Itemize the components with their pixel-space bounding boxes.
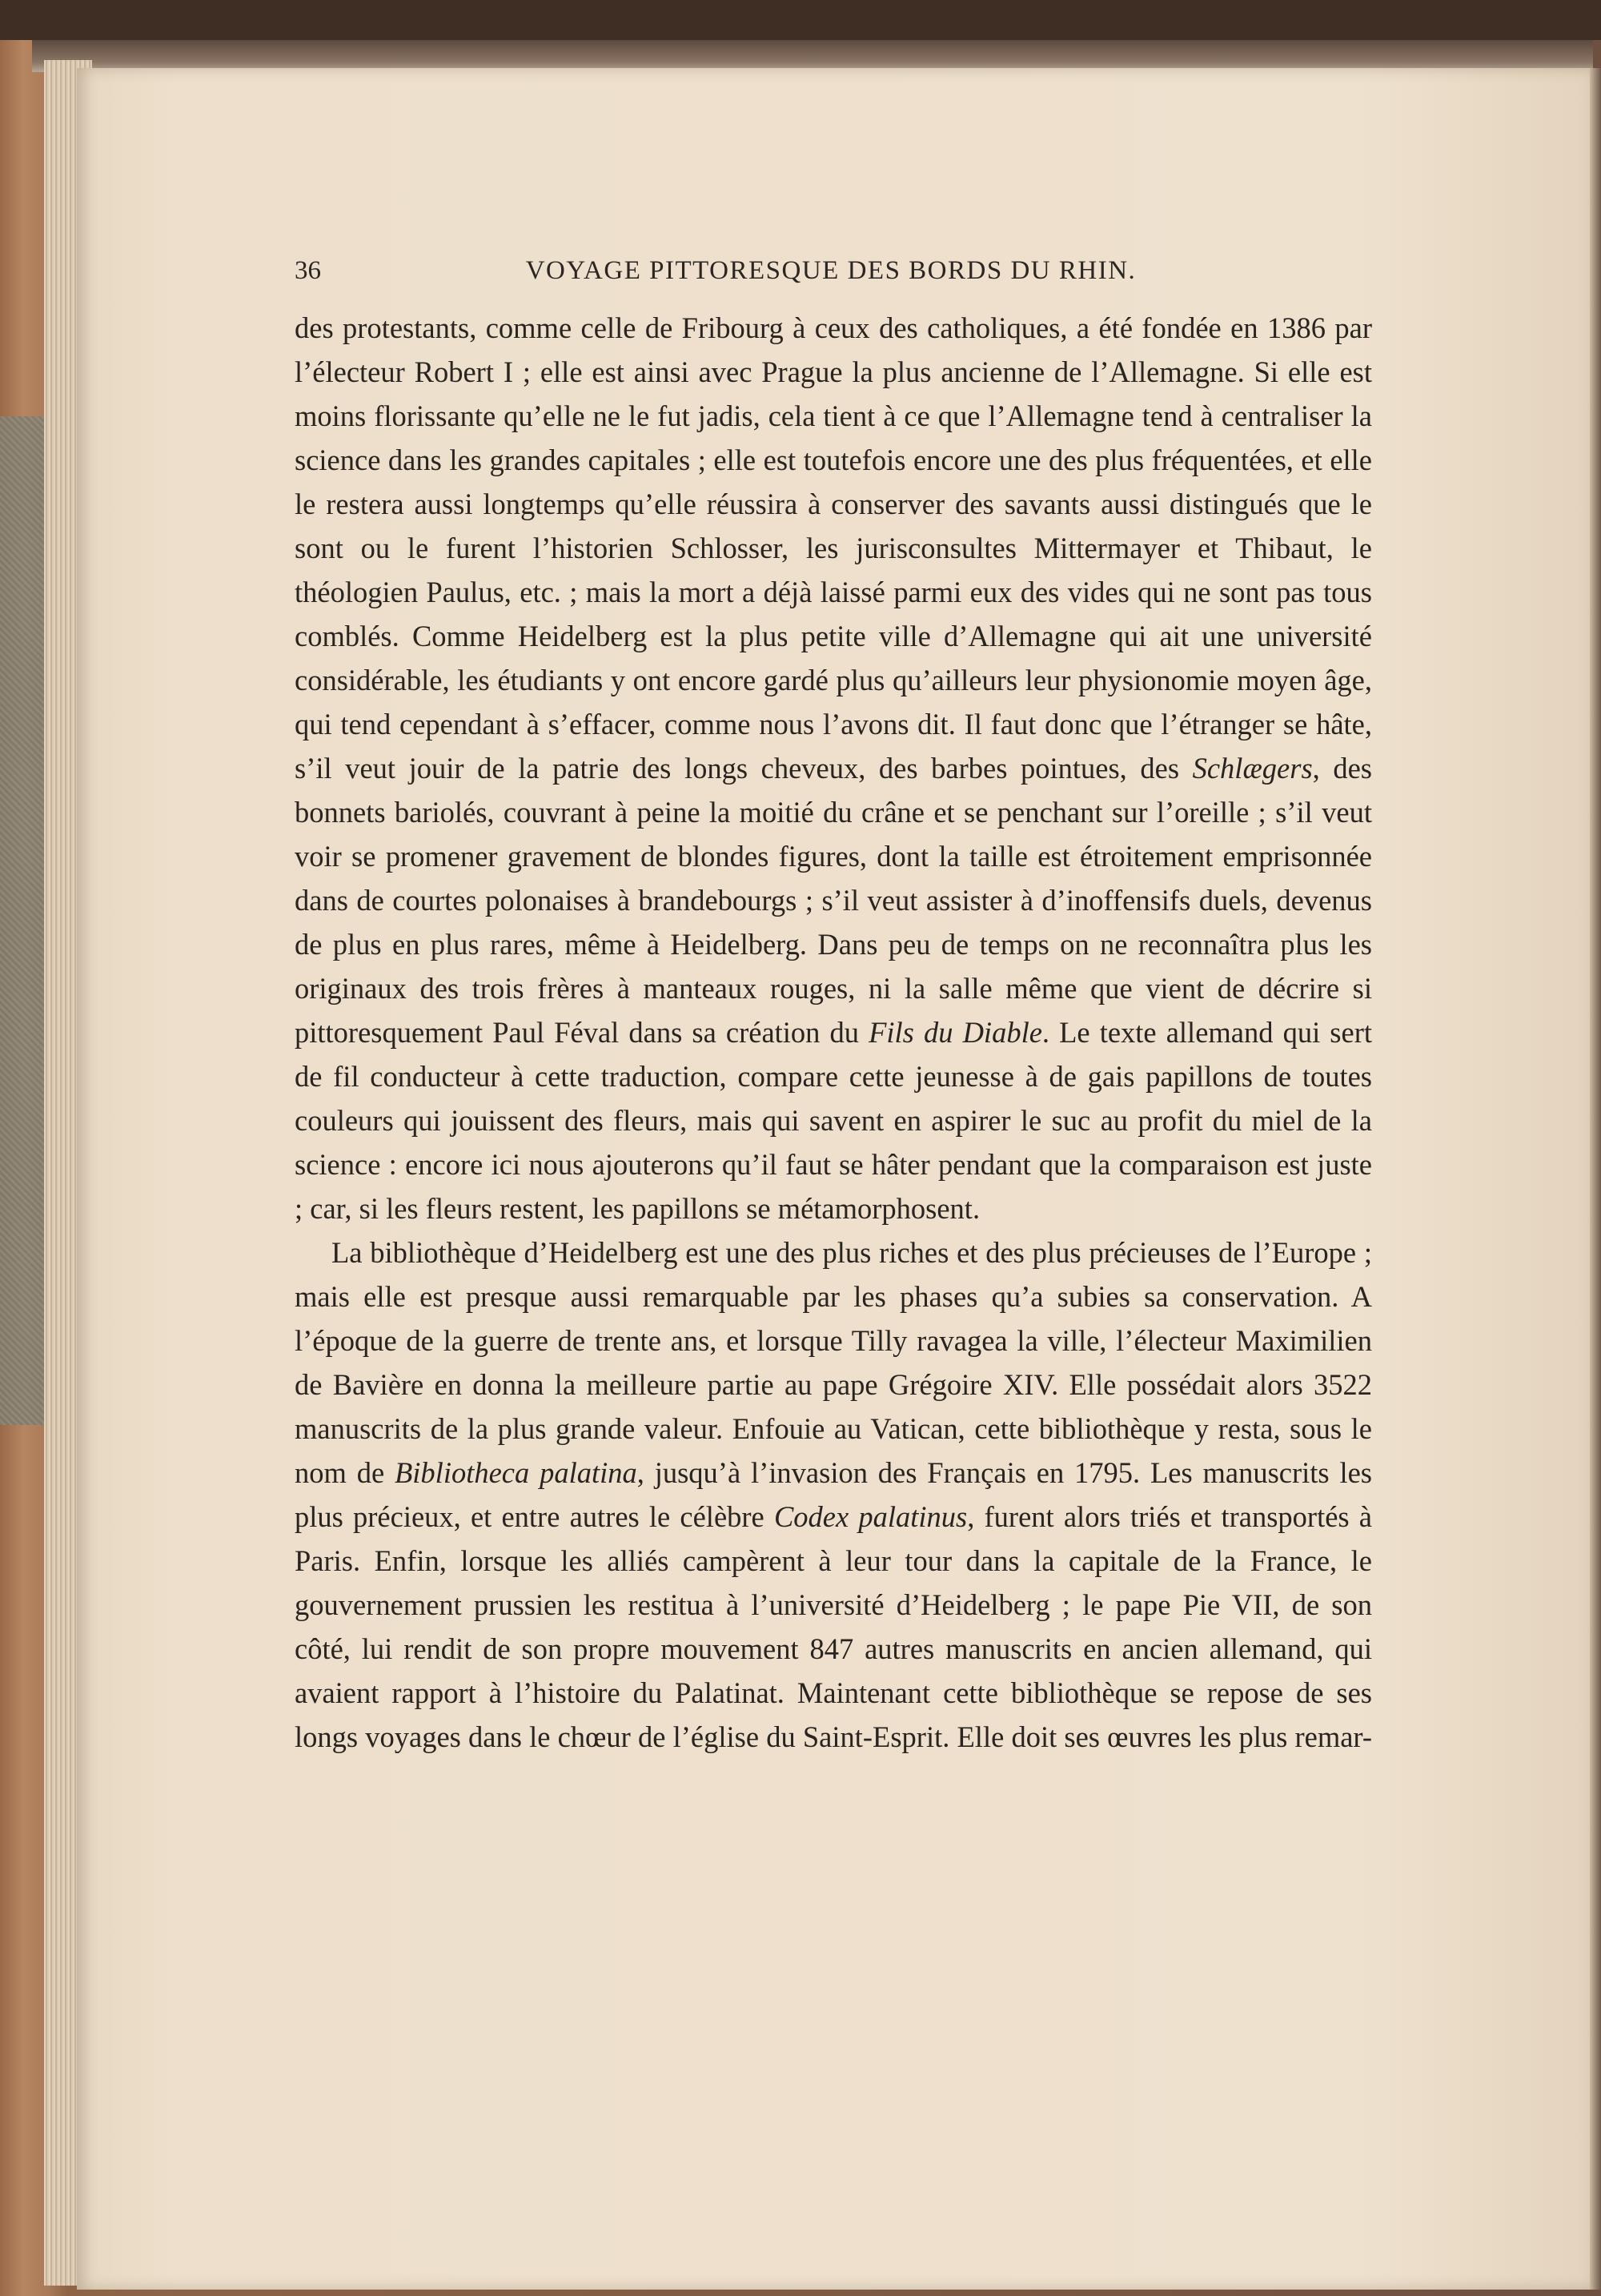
- text-run: , furent alors triés et transportés à Paris. Enfin, lorsque les alliés campèrent à leur tour dans la capitale de la France, le gouvernement prussien les restitua à l’université d’Heidelberg ; le pape Pie VII, de son côté, lui rendit de son propre mouvement 847 autres manuscrits en ancien allemand, qui avaient rapport à l’histoire du Palatinat. Maintenant cette bibliothèque se repose de ses longs voyages dans le chœur de l’église du Saint-Esprit. Elle doit ses œuvres les plus remar-: [295, 1500, 1373, 1753]
- text-run: des protestants, comme celle de Fribourg à ceux des catholiques, a été fondée en 1386 par l’électeur Robert I ; elle est ainsi avec Prague la plus ancienne de l’Allemagne. Si elle est moins florissante qu’elle ne le fut jadis, cela tient à ce que l’Allemagne tend à centraliser la science dans les grandes capitales ; elle est toutefois encore une des plus fréquentées, et elle le restera aussi longtemps qu’elle réussira à conserver des savants aussi distingués que le sont ou le furent l’historien Schlosser, les jurisconsultes Mittermayer et Thibaut, le théologien Paulus, etc. ; mais la mort a déjà laissé parmi eux des vides qui ne sont pas tous comblés. Comme Heidelberg est la plus petite ville d’Allemagne qui ait une université considérable, les étudiants y ont encore gardé plus qu’ailleurs leur physionomie moyen âge, qui tend cependant à s’effacer, comme nous l’avons dit. Il faut donc que l’étranger se hâte, s’il veut jouir de la patrie des longs cheveux, des barbes pointues, des: [295, 311, 1372, 785]
- italic-title: Fils du Diable: [869, 1016, 1042, 1049]
- page-number: 36: [295, 256, 321, 285]
- running-title: VOYAGE PITTORESQUE DES BORDS DU RHIN.: [525, 256, 1137, 285]
- page-header: [295, 256, 1367, 296]
- italic-term: Codex palatinus: [773, 1500, 968, 1533]
- text-run: , des bonnets bariolés, couvrant à peine la moitié du crâne et se penchant sur l’oreille ; s’il veut voir se promener gravement de blondes figures, dont la taille est étroitement emprisonnée dans de courtes polonaises à brandebourgs ; s’il veut assister à d’inoffensifs duels, devenus de plus en plus rares, même à Heidelberg. Dans peu de temps on ne reconnaîtra plus les originaux des trois frères à manteaux rouges, ni la salle même que vient de décrire si pittoresquement Paul Féval dans sa création du: [295, 752, 1373, 1049]
- page-right-edge: [1590, 68, 1601, 2290]
- book-board-top: [32, 40, 1593, 72]
- paragraph: [295, 1230, 1372, 1759]
- italic-term: Schlægers: [1192, 752, 1313, 785]
- italic-term: Bibliotheca palatina: [395, 1456, 637, 1489]
- paragraph: [295, 306, 1372, 1230]
- text-run: , jusqu’à l’invasion des Français en 1795. Les manuscrits les plus précieux, et entre autres le célèbre: [295, 1456, 1373, 1533]
- binding-cloth: [0, 416, 48, 1425]
- text-run: . Le texte allemand qui sert de fil conducteur à cette traduction, compare cette jeunesse à de gais papillons de toutes couleurs qui jouissent des fleurs, mais qui savent en aspirer le suc au profit du miel de la science : encore ici nous ajouterons qu’il faut se hâter pendant que la comparaison est juste ; car, si les fleurs restent, les papillons se métamorphosent.: [295, 1016, 1373, 1225]
- body-text: [295, 306, 1372, 1759]
- text-run: La bibliothèque d’Heidelberg est une des plus riches et des plus précieuses de l’Europe ; mais elle est presque aussi remarquable par les phases qu’a subies sa conservation. A l’époque de la guerre de trente ans, et lorsque Tilly ravagea la ville, l’électeur Maximilien de Bavière en donna la meilleure partie au pape Grégoire XIV. Elle possédait alors 3522 manuscrits de la plus grande valeur. Enfouie au Vatican, cette bibliothèque y resta, sous le nom de: [295, 1236, 1372, 1489]
